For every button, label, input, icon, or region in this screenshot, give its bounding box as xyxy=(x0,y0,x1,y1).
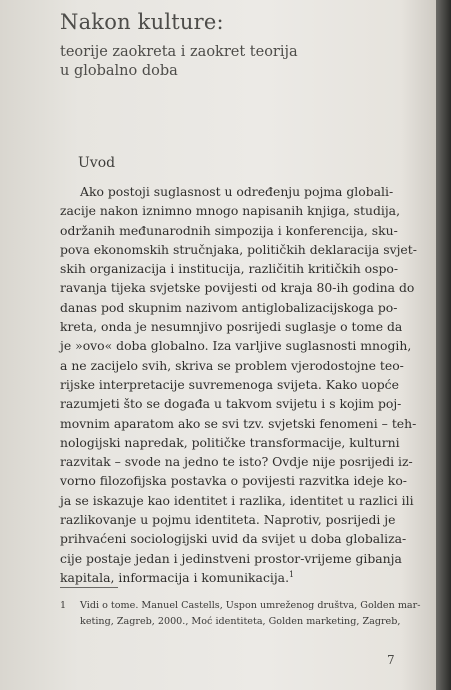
footnote-line xyxy=(60,598,421,614)
body-line: Ako postoji suglasnost u određenju pojma globali- xyxy=(80,184,394,199)
subtitle-line: u globalno doba xyxy=(60,63,178,79)
body-line: održanih međunarodnih simpozija i konferencija, sku- xyxy=(60,222,398,238)
body-line: pova ekonomskih stručnjaka, političkih deklaracija svjet- xyxy=(60,241,417,257)
footnote xyxy=(60,598,421,630)
body-line: kapitala, informacija i komunikacija. xyxy=(60,569,290,585)
body-line: zacije nakon iznimno mnogo napisanih knjiga, studija, xyxy=(60,203,401,219)
body-line: a ne zacijelo svih, skriva se problem vjerodostojne teo- xyxy=(60,357,404,373)
body-line: ravanja tijeka svjetske povijesti od kraja 80-ih godina do xyxy=(60,280,415,296)
body-line: prihvaćeni sociologijski uvid da svijet u doba globaliza- xyxy=(60,531,407,547)
body-line: danas pod skupnim nazivom antiglobalizacijskoga po- xyxy=(60,299,398,315)
page-number: 7 xyxy=(387,653,395,667)
footnote-divider xyxy=(60,587,118,588)
body-line: vorno filozofijska postavka o povijesti razvitka ideje ko- xyxy=(60,473,407,489)
footnote-number: 1 xyxy=(60,600,67,611)
body-line: skih organizacija i institucija, različitih kritičkih ospo- xyxy=(60,261,399,277)
subtitle-line: teorije zaokreta i zaokret teorija xyxy=(60,44,298,60)
body-line: ja se iskazuje kao identitet i razlika, identitet u razlici ili xyxy=(60,492,414,508)
body-line: nologijski napredak, političke transformacije, kulturni xyxy=(60,434,400,450)
body-line-last xyxy=(60,568,386,587)
chapter-subtitle xyxy=(60,43,390,81)
chapter-title: Nakon kulture: xyxy=(60,10,224,34)
body-line: razumjeti što se događa u takvom svijetu i s kojim poj- xyxy=(60,396,402,412)
section-heading: Uvod xyxy=(78,155,116,171)
body-line: movnim aparatom ako se svi tzv. svjetski fenomeni – teh- xyxy=(60,415,417,431)
body-text xyxy=(60,182,417,587)
page-edge-shadow xyxy=(436,0,451,690)
body-line: je »ovo« doba globalno. Iza varljive suglasnosti mnogih, xyxy=(60,338,412,354)
body-line: kreta, onda je nesumnjivo posrijedi suglasje o tome da xyxy=(60,319,403,335)
body-line: razlikovanje u pojmu identiteta. Naprotiv, posrijedi je xyxy=(60,512,396,528)
footnote-text: Vidi o tome. Manuel Castells, Uspon umreženog društva, Golden mar- xyxy=(80,600,421,611)
body-line: cije postaje jedan i jedinstveni prostor-vrijeme gibanja xyxy=(60,550,402,566)
footnote-line: keting, Zagreb, 2000., Moć identiteta, Golden marketing, Zagreb, xyxy=(80,616,401,627)
body-line: razvitak – svode na jedno te isto? Ovdje nije posrijedi iz- xyxy=(60,454,413,470)
footnote-marker: 1 xyxy=(289,569,295,579)
body-line: rijske interpretacije suvremenoga svijeta. Kako uopće xyxy=(60,376,399,392)
